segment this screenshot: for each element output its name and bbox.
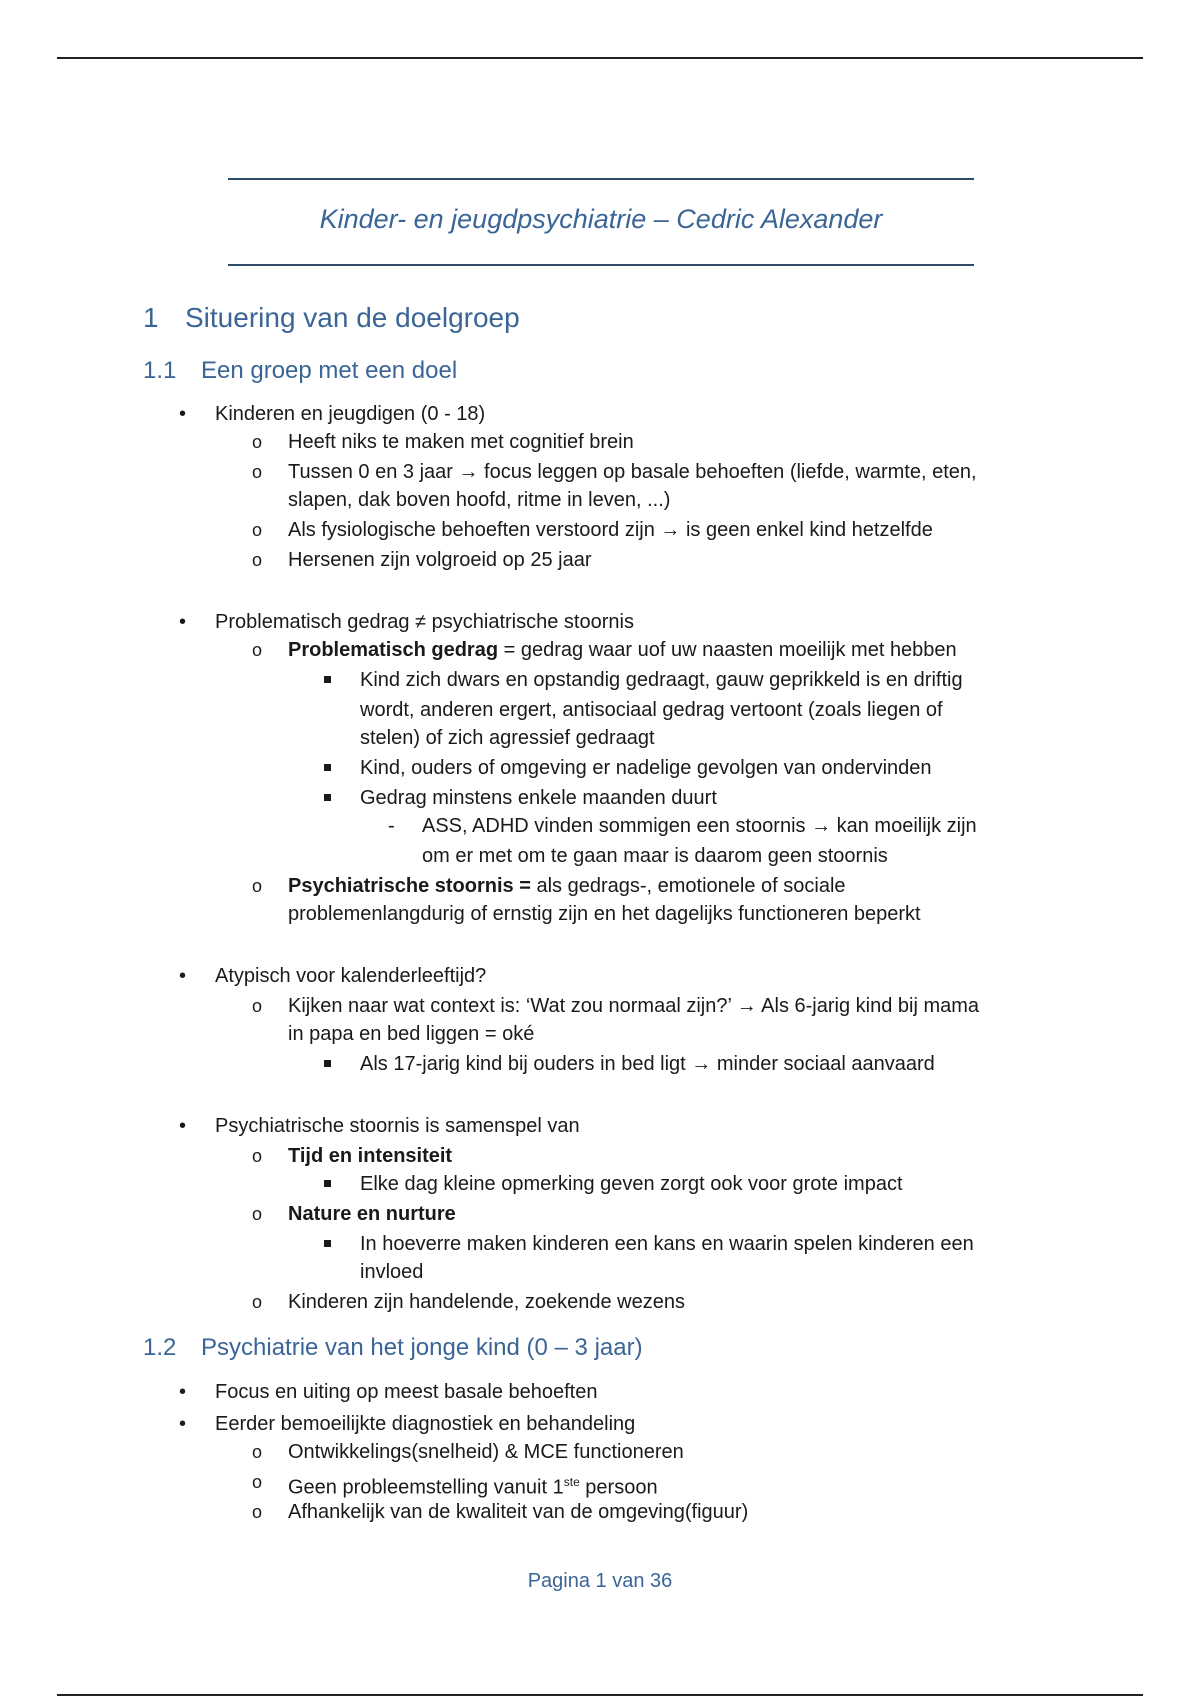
list-item bbox=[252, 1498, 749, 1526]
square-marker bbox=[324, 794, 331, 801]
heading-1 bbox=[143, 302, 520, 334]
list-item-bold-text: Nature en nurture bbox=[288, 1203, 456, 1225]
circle-marker: o bbox=[252, 550, 263, 570]
list-item-continuation bbox=[360, 724, 655, 752]
list-item bbox=[360, 784, 717, 812]
list-item bbox=[179, 1410, 636, 1438]
list-item-text: In hoeverre maken kinderen een kans en waarin spelen kinderen een bbox=[360, 1233, 974, 1255]
heading-text: Een groep met een doel bbox=[201, 357, 458, 384]
page-top-rule bbox=[57, 57, 1143, 59]
list-item-continuation bbox=[288, 900, 921, 928]
list-item-text: stelen) of zich agressief gedraagt bbox=[360, 727, 655, 749]
circle-marker: o bbox=[252, 1472, 263, 1492]
list-item-text: Kind zich dwars en opstandig gedraagt, gauw geprikkeld is en driftig bbox=[360, 669, 963, 691]
circle-marker: o bbox=[252, 1292, 263, 1312]
list-item-text: om er met om te gaan maar is daarom geen stoornis bbox=[422, 845, 888, 867]
list-item bbox=[252, 458, 977, 486]
list-item bbox=[179, 1112, 580, 1140]
bullet-marker: • bbox=[179, 1413, 187, 1435]
bullet-marker: • bbox=[179, 965, 187, 987]
circle-marker: o bbox=[252, 640, 263, 660]
list-item-text: Gedrag minstens enkele maanden duurt bbox=[360, 787, 717, 809]
list-item-text: problemenlangdurig of ernstig zijn en het dagelijks functioneren beperkt bbox=[288, 903, 921, 925]
page-footer: Pagina 1 van 36 bbox=[527, 1570, 673, 1592]
square-marker bbox=[324, 764, 331, 771]
page-bottom-rule bbox=[57, 1694, 1143, 1696]
list-item-text: Afhankelijk van de kwaliteit van de omgeving(figuur) bbox=[288, 1501, 749, 1523]
heading-number: 1.2 bbox=[143, 1334, 177, 1361]
list-item-text: als gedrags-, emotionele of sociale bbox=[530, 875, 846, 897]
list-item-text: Heeft niks te maken met cognitief brein bbox=[288, 431, 634, 453]
heading-1-2 bbox=[143, 1334, 643, 1362]
bullet-marker: • bbox=[179, 611, 187, 633]
list-item bbox=[252, 546, 592, 574]
list-item bbox=[252, 872, 846, 900]
list-item bbox=[179, 1378, 598, 1406]
circle-marker: o bbox=[252, 432, 263, 452]
list-item bbox=[252, 992, 980, 1020]
list-item bbox=[360, 1170, 903, 1198]
list-item bbox=[360, 1230, 974, 1258]
heading-number: 1.1 bbox=[143, 357, 177, 384]
list-item bbox=[252, 1142, 453, 1170]
list-item-text: Elke dag kleine opmerking geven zorgt ook voor grote impact bbox=[360, 1173, 903, 1195]
list-item-text: Tussen 0 en 3 jaar → focus leggen op basale behoeften (liefde, warmte, eten, bbox=[288, 461, 977, 483]
square-marker bbox=[324, 1060, 331, 1067]
list-item-continuation bbox=[360, 1258, 423, 1286]
bullet-marker: • bbox=[179, 403, 187, 425]
list-item-text: = gedrag waar uof uw naasten moeilijk met hebben bbox=[498, 639, 957, 661]
list-item-continuation bbox=[288, 486, 670, 514]
list-item-continuation bbox=[422, 842, 888, 870]
list-item bbox=[252, 428, 634, 456]
heading-number: 1 bbox=[143, 302, 159, 333]
list-item bbox=[360, 1050, 935, 1078]
list-item-text: in papa en bed liggen = oké bbox=[288, 1023, 535, 1045]
square-marker bbox=[324, 1240, 331, 1247]
list-item-text: Als fysiologische behoeften verstoord zijn → is geen enkel kind hetzelfde bbox=[288, 519, 933, 541]
list-item bbox=[179, 400, 486, 428]
list-item-text: Kinderen en jeugdigen (0 - 18) bbox=[215, 403, 486, 425]
list-item-text: Geen probleemstelling vanuit 1 bbox=[288, 1476, 564, 1499]
document-title: Kinder- en jeugdpsychiatrie – Cedric Alexander bbox=[319, 204, 883, 234]
list-item-text: Ontwikkelings(snelheid) & MCE functioneren bbox=[288, 1441, 684, 1463]
list-item bbox=[360, 754, 932, 782]
circle-marker: o bbox=[252, 1502, 263, 1522]
circle-marker: o bbox=[252, 996, 263, 1016]
list-item-bold-text: Problematisch gedrag bbox=[288, 639, 499, 661]
superscript-text: ste bbox=[563, 1475, 580, 1489]
dash-marker: - bbox=[388, 815, 395, 837]
circle-marker: o bbox=[252, 1204, 263, 1224]
list-item-text: ASS, ADHD vinden sommigen een stoornis → kan moeilijk zijn bbox=[422, 815, 977, 837]
square-marker bbox=[324, 676, 331, 683]
circle-marker: o bbox=[252, 876, 263, 896]
list-item-continuation bbox=[360, 696, 943, 724]
bullet-marker: • bbox=[179, 1381, 187, 1403]
list-item-continuation bbox=[288, 1020, 534, 1048]
list-item-text: Eerder bemoeilijkte diagnostiek en behandeling bbox=[215, 1413, 636, 1435]
heading-text: Psychiatrie van het jonge kind (0 – 3 jaar) bbox=[201, 1334, 643, 1361]
list-item-bold-text: Tijd en intensiteit bbox=[288, 1145, 453, 1167]
circle-marker: o bbox=[252, 1146, 263, 1166]
list-item-text: Hersenen zijn volgroeid op 25 jaar bbox=[288, 549, 592, 571]
list-item bbox=[252, 516, 933, 544]
list-item-text: persoon bbox=[579, 1476, 658, 1499]
list-item bbox=[252, 636, 957, 664]
list-item bbox=[252, 1438, 684, 1466]
list-item-bold-text: Psychiatrische stoornis = bbox=[288, 875, 531, 897]
list-item-text: slapen, dak boven hoofd, ritme in leven, ...) bbox=[288, 489, 671, 511]
list-item-text: Als 17-jarig kind bij ouders in bed ligt → minder sociaal aanvaard bbox=[360, 1053, 935, 1075]
list-item-text: Focus en uiting op meest basale behoeften bbox=[215, 1381, 598, 1403]
list-item-text: Problematisch gedrag ≠ psychiatrische stoornis bbox=[215, 611, 634, 633]
circle-marker: o bbox=[252, 1442, 263, 1462]
circle-marker: o bbox=[252, 520, 263, 540]
bullet-marker: • bbox=[179, 1115, 187, 1137]
list-item bbox=[179, 608, 634, 636]
square-marker bbox=[324, 1180, 331, 1187]
circle-marker: o bbox=[252, 462, 263, 482]
list-item-text: Kijken naar wat context is: ‘Wat zou normaal zijn?’ → Als 6-jarig kind bij mama bbox=[288, 995, 980, 1017]
list-item-text: Psychiatrische stoornis is samenspel van bbox=[215, 1115, 580, 1137]
list-item-text: Atypisch voor kalenderleeftijd? bbox=[215, 965, 487, 987]
list-item-text: Kind, ouders of omgeving er nadelige gevolgen van ondervinden bbox=[360, 757, 932, 779]
list-item bbox=[252, 1288, 685, 1316]
list-item bbox=[388, 812, 977, 840]
list-item bbox=[179, 962, 487, 990]
document-title-box bbox=[228, 178, 974, 266]
list-item bbox=[252, 1200, 456, 1228]
list-item bbox=[252, 1468, 658, 1502]
list-item bbox=[360, 666, 963, 694]
heading-text: Situering van de doelgroep bbox=[185, 302, 520, 333]
list-item-text: wordt, anderen ergert, antisociaal gedrag vertoont (zoals liegen of bbox=[360, 699, 943, 721]
list-item-text: invloed bbox=[360, 1261, 424, 1283]
list-item-text: Kinderen zijn handelende, zoekende wezens bbox=[288, 1291, 685, 1313]
heading-1-1 bbox=[143, 357, 457, 385]
